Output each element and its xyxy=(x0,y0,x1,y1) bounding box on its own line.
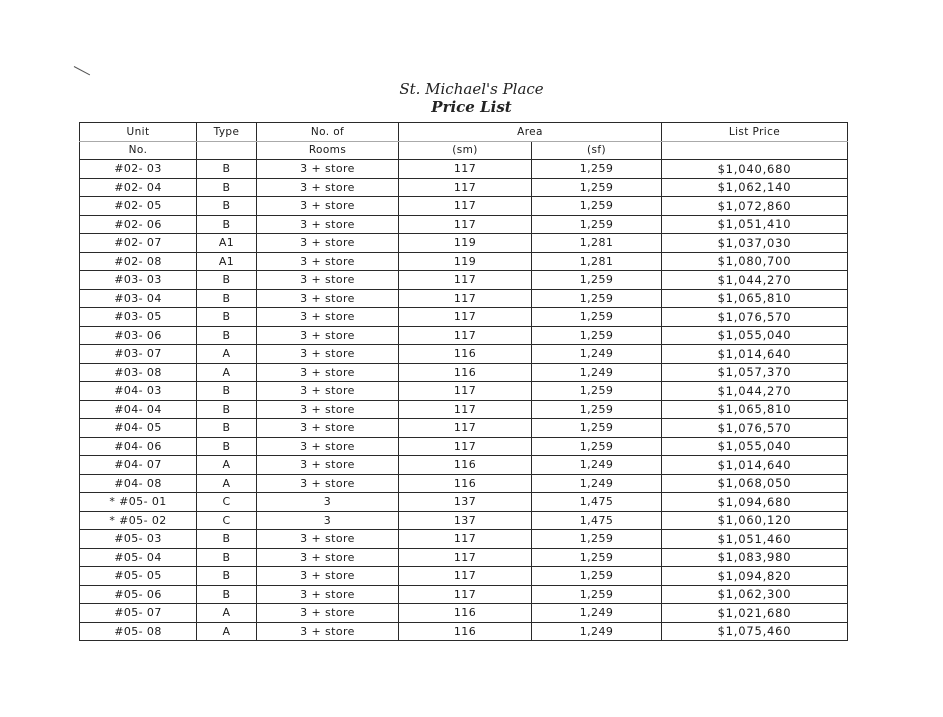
cell-unit-no: #05- 03 xyxy=(80,530,197,549)
cell-unit-no: #02- 07 xyxy=(80,234,197,253)
cell-rooms: 3 + store xyxy=(257,567,399,586)
cell-area-sf: 1,249 xyxy=(532,363,662,382)
cell-area-sm: 117 xyxy=(399,160,532,179)
cell-area-sm: 117 xyxy=(399,289,532,308)
cell-area-sf: 1,475 xyxy=(532,511,662,530)
cell-area-sm: 137 xyxy=(399,493,532,512)
cell-rooms: 3 + store xyxy=(257,548,399,567)
cell-type: C xyxy=(197,493,257,512)
cell-list-price: $1,062,140 xyxy=(662,178,848,197)
cell-area-sm: 117 xyxy=(399,530,532,549)
header-type-blank xyxy=(197,141,257,160)
cell-area-sm: 119 xyxy=(399,234,532,253)
cell-area-sf: 1,249 xyxy=(532,345,662,364)
cell-list-price: $1,051,410 xyxy=(662,215,848,234)
cell-area-sf: 1,259 xyxy=(532,585,662,604)
cell-list-price: $1,076,570 xyxy=(662,419,848,438)
header-unit-line2: No. xyxy=(80,141,197,160)
cell-area-sf: 1,281 xyxy=(532,234,662,253)
cell-rooms: 3 + store xyxy=(257,585,399,604)
cell-unit-no: #02- 04 xyxy=(80,178,197,197)
cell-list-price: $1,040,680 xyxy=(662,160,848,179)
cell-type: B xyxy=(197,437,257,456)
cell-type: A xyxy=(197,345,257,364)
cell-list-price: $1,055,040 xyxy=(662,437,848,456)
document-title: St. Michael's Place xyxy=(399,80,544,98)
cell-type: A xyxy=(197,604,257,623)
cell-rooms: 3 + store xyxy=(257,160,399,179)
cell-area-sm: 117 xyxy=(399,308,532,327)
header-rooms-line1: No. of xyxy=(257,123,399,142)
header-area-sm: (sm) xyxy=(399,141,532,160)
table-row xyxy=(80,215,848,234)
cell-area-sm: 117 xyxy=(399,437,532,456)
table-row xyxy=(80,271,848,290)
document-title-block xyxy=(0,80,943,116)
table-row xyxy=(80,363,848,382)
cell-unit-no: #02- 03 xyxy=(80,160,197,179)
cell-area-sf: 1,259 xyxy=(532,308,662,327)
cell-type: A xyxy=(197,456,257,475)
cell-unit-no: #03- 04 xyxy=(80,289,197,308)
table-body xyxy=(80,160,848,641)
cell-area-sf: 1,475 xyxy=(532,493,662,512)
cell-area-sf: 1,249 xyxy=(532,604,662,623)
cell-area-sm: 116 xyxy=(399,456,532,475)
cell-area-sm: 117 xyxy=(399,548,532,567)
cell-list-price: $1,080,700 xyxy=(662,252,848,271)
cell-area-sm: 117 xyxy=(399,271,532,290)
cell-list-price: $1,065,810 xyxy=(662,400,848,419)
table-row xyxy=(80,437,848,456)
cell-unit-no: #04- 07 xyxy=(80,456,197,475)
cell-area-sm: 117 xyxy=(399,419,532,438)
cell-area-sm: 117 xyxy=(399,178,532,197)
cell-list-price: $1,060,120 xyxy=(662,511,848,530)
table-row xyxy=(80,160,848,179)
cell-type: C xyxy=(197,511,257,530)
cell-area-sm: 117 xyxy=(399,400,532,419)
cell-type: B xyxy=(197,548,257,567)
cell-rooms: 3 + store xyxy=(257,456,399,475)
cell-unit-no: #04- 08 xyxy=(80,474,197,493)
cell-type: B xyxy=(197,271,257,290)
cell-area-sm: 117 xyxy=(399,567,532,586)
cell-type: B xyxy=(197,160,257,179)
cell-rooms: 3 + store xyxy=(257,271,399,290)
cell-rooms: 3 + store xyxy=(257,419,399,438)
table-row xyxy=(80,345,848,364)
table-row xyxy=(80,548,848,567)
cell-type: B xyxy=(197,197,257,216)
cell-type: B xyxy=(197,308,257,327)
cell-area-sm: 117 xyxy=(399,197,532,216)
cell-area-sm: 116 xyxy=(399,604,532,623)
table-row xyxy=(80,474,848,493)
table-row xyxy=(80,493,848,512)
header-area: Area xyxy=(399,123,662,142)
cell-unit-no: * #05- 02 xyxy=(80,511,197,530)
table-row xyxy=(80,622,848,641)
cell-area-sf: 1,249 xyxy=(532,622,662,641)
cell-list-price: $1,057,370 xyxy=(662,363,848,382)
cell-area-sf: 1,259 xyxy=(532,548,662,567)
header-rooms-line2: Rooms xyxy=(257,141,399,160)
cell-rooms: 3 + store xyxy=(257,604,399,623)
cell-area-sf: 1,249 xyxy=(532,474,662,493)
cell-unit-no: #04- 03 xyxy=(80,382,197,401)
table-row xyxy=(80,400,848,419)
table-row xyxy=(80,456,848,475)
cell-type: B xyxy=(197,382,257,401)
scan-mark xyxy=(74,66,90,75)
cell-type: B xyxy=(197,419,257,438)
cell-unit-no: #05- 05 xyxy=(80,567,197,586)
cell-type: A1 xyxy=(197,234,257,253)
cell-area-sf: 1,259 xyxy=(532,178,662,197)
cell-type: A xyxy=(197,474,257,493)
cell-rooms: 3 + store xyxy=(257,474,399,493)
cell-rooms: 3 + store xyxy=(257,197,399,216)
table-row xyxy=(80,419,848,438)
cell-list-price: $1,083,980 xyxy=(662,548,848,567)
table-row xyxy=(80,252,848,271)
cell-type: B xyxy=(197,289,257,308)
cell-unit-no: #03- 03 xyxy=(80,271,197,290)
cell-list-price: $1,075,460 xyxy=(662,622,848,641)
cell-list-price: $1,055,040 xyxy=(662,326,848,345)
cell-unit-no: #02- 08 xyxy=(80,252,197,271)
cell-area-sf: 1,259 xyxy=(532,382,662,401)
cell-unit-no: #03- 08 xyxy=(80,363,197,382)
cell-type: B xyxy=(197,567,257,586)
cell-area-sm: 116 xyxy=(399,622,532,641)
header-list-price: List Price xyxy=(662,123,848,142)
cell-rooms: 3 + store xyxy=(257,622,399,641)
table-row xyxy=(80,530,848,549)
cell-unit-no: #04- 04 xyxy=(80,400,197,419)
cell-area-sf: 1,259 xyxy=(532,437,662,456)
cell-rooms: 3 + store xyxy=(257,234,399,253)
table-row xyxy=(80,585,848,604)
price-list-table xyxy=(79,122,848,641)
cell-type: B xyxy=(197,178,257,197)
cell-type: B xyxy=(197,585,257,604)
cell-area-sf: 1,259 xyxy=(532,197,662,216)
cell-unit-no: #02- 06 xyxy=(80,215,197,234)
cell-unit-no: #05- 08 xyxy=(80,622,197,641)
cell-area-sf: 1,259 xyxy=(532,419,662,438)
cell-area-sf: 1,259 xyxy=(532,271,662,290)
cell-list-price: $1,014,640 xyxy=(662,345,848,364)
cell-unit-no: #02- 05 xyxy=(80,197,197,216)
cell-area-sm: 116 xyxy=(399,345,532,364)
cell-area-sf: 1,281 xyxy=(532,252,662,271)
cell-area-sf: 1,259 xyxy=(532,289,662,308)
cell-unit-no: #03- 06 xyxy=(80,326,197,345)
cell-type: B xyxy=(197,400,257,419)
cell-unit-no: #04- 06 xyxy=(80,437,197,456)
cell-list-price: $1,094,680 xyxy=(662,493,848,512)
cell-rooms: 3 + store xyxy=(257,530,399,549)
cell-list-price: $1,076,570 xyxy=(662,308,848,327)
cell-type: B xyxy=(197,215,257,234)
table-header xyxy=(80,123,848,160)
cell-rooms: 3 + store xyxy=(257,363,399,382)
cell-list-price: $1,037,030 xyxy=(662,234,848,253)
header-price-blank xyxy=(662,141,848,160)
cell-area-sm: 117 xyxy=(399,585,532,604)
cell-rooms: 3 + store xyxy=(257,289,399,308)
cell-area-sf: 1,259 xyxy=(532,160,662,179)
cell-list-price: $1,065,810 xyxy=(662,289,848,308)
table-row xyxy=(80,567,848,586)
table-row xyxy=(80,382,848,401)
table-row xyxy=(80,289,848,308)
cell-list-price: $1,094,820 xyxy=(662,567,848,586)
header-area-sf: (sf) xyxy=(532,141,662,160)
cell-rooms: 3 + store xyxy=(257,252,399,271)
table-row xyxy=(80,326,848,345)
cell-area-sf: 1,259 xyxy=(532,530,662,549)
cell-rooms: 3 + store xyxy=(257,308,399,327)
cell-unit-no: #05- 04 xyxy=(80,548,197,567)
cell-list-price: $1,021,680 xyxy=(662,604,848,623)
table-row xyxy=(80,308,848,327)
cell-rooms: 3 xyxy=(257,511,399,530)
cell-area-sm: 137 xyxy=(399,511,532,530)
table-row xyxy=(80,511,848,530)
cell-area-sm: 117 xyxy=(399,326,532,345)
cell-type: A xyxy=(197,363,257,382)
cell-rooms: 3 + store xyxy=(257,382,399,401)
cell-area-sf: 1,249 xyxy=(532,456,662,475)
table-row xyxy=(80,234,848,253)
table-row xyxy=(80,197,848,216)
cell-area-sf: 1,259 xyxy=(532,215,662,234)
cell-type: A xyxy=(197,622,257,641)
cell-rooms: 3 xyxy=(257,493,399,512)
cell-area-sm: 117 xyxy=(399,382,532,401)
cell-rooms: 3 + store xyxy=(257,345,399,364)
cell-list-price: $1,014,640 xyxy=(662,456,848,475)
cell-area-sm: 116 xyxy=(399,474,532,493)
table-row xyxy=(80,178,848,197)
cell-rooms: 3 + store xyxy=(257,400,399,419)
cell-list-price: $1,062,300 xyxy=(662,585,848,604)
cell-list-price: $1,072,860 xyxy=(662,197,848,216)
document-subtitle: Price List xyxy=(431,98,512,116)
cell-type: A1 xyxy=(197,252,257,271)
cell-list-price: $1,044,270 xyxy=(662,382,848,401)
cell-type: B xyxy=(197,326,257,345)
cell-unit-no: #03- 05 xyxy=(80,308,197,327)
cell-type: B xyxy=(197,530,257,549)
cell-unit-no: #03- 07 xyxy=(80,345,197,364)
cell-area-sm: 119 xyxy=(399,252,532,271)
cell-list-price: $1,051,460 xyxy=(662,530,848,549)
cell-rooms: 3 + store xyxy=(257,178,399,197)
cell-list-price: $1,044,270 xyxy=(662,271,848,290)
cell-rooms: 3 + store xyxy=(257,215,399,234)
cell-area-sf: 1,259 xyxy=(532,400,662,419)
table-row xyxy=(80,604,848,623)
cell-rooms: 3 + store xyxy=(257,326,399,345)
header-unit-line1: Unit xyxy=(80,123,197,142)
header-type: Type xyxy=(197,123,257,142)
cell-unit-no: #05- 06 xyxy=(80,585,197,604)
cell-area-sf: 1,259 xyxy=(532,326,662,345)
cell-area-sm: 116 xyxy=(399,363,532,382)
cell-unit-no: * #05- 01 xyxy=(80,493,197,512)
cell-rooms: 3 + store xyxy=(257,437,399,456)
cell-unit-no: #05- 07 xyxy=(80,604,197,623)
cell-unit-no: #04- 05 xyxy=(80,419,197,438)
cell-area-sf: 1,259 xyxy=(532,567,662,586)
cell-area-sm: 117 xyxy=(399,215,532,234)
cell-list-price: $1,068,050 xyxy=(662,474,848,493)
